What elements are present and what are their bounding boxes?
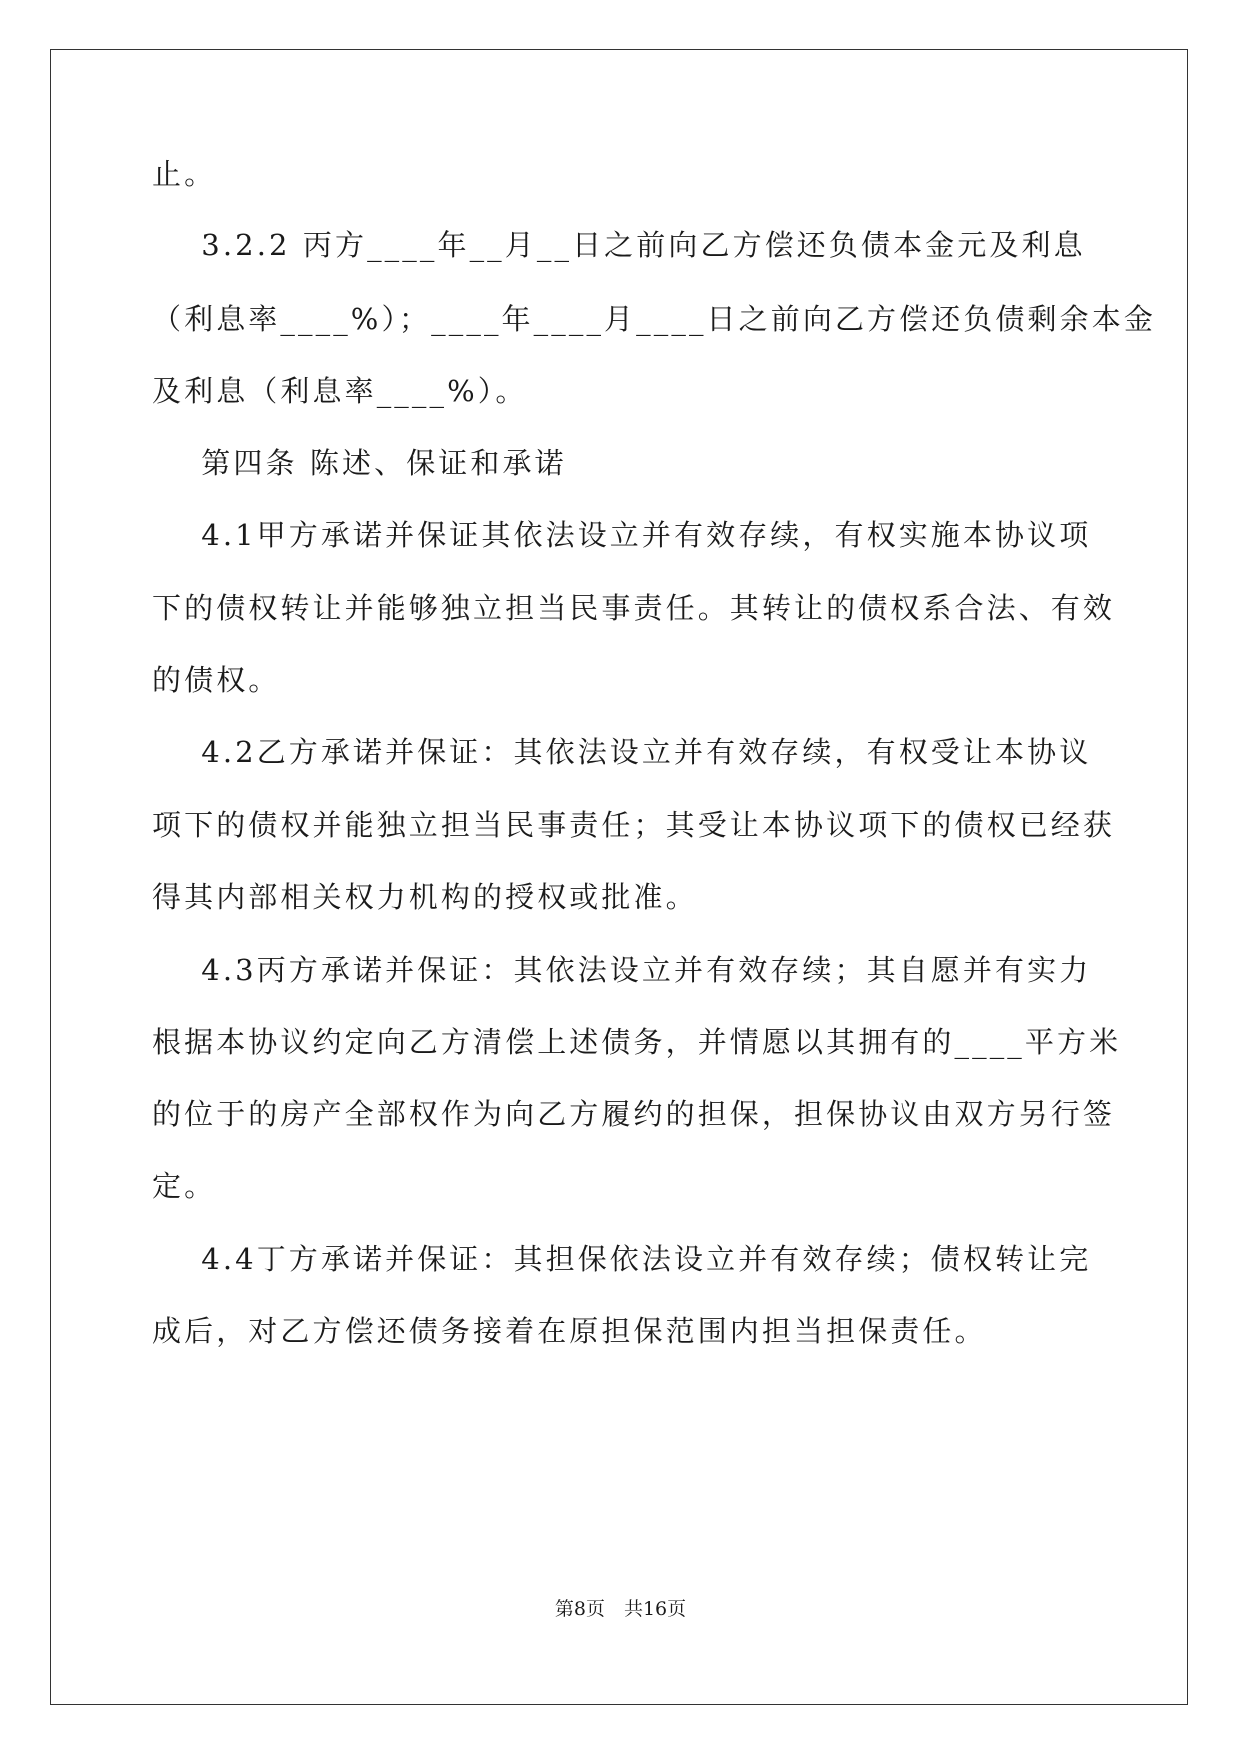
text-line: 根据本协议约定向乙方清偿上述债务，并情愿以其拥有的____平方米 xyxy=(152,1025,1122,1059)
text-line: 项下的债权并能独立担当民事责任；其受让本协议项下的债权已经获 xyxy=(152,808,1116,842)
text-line: 4.1甲方承诺并保证其依法设立并有效存续，有权实施本协议项 xyxy=(152,518,1092,552)
text-line: 的位于的房产全部权作为向乙方履约的担保，担保协议由双方另行签 xyxy=(152,1097,1116,1131)
text-line: 的债权。 xyxy=(152,663,281,697)
text-line: 得其内部相关权力机构的授权或批准。 xyxy=(152,880,698,914)
text-line: 4.3丙方承诺并保证：其依法设立并有效存续；其自愿并有实力 xyxy=(152,953,1092,987)
text-line: 4.4丁方承诺并保证：其担保依法设立并有效存续；债权转让完 xyxy=(152,1242,1092,1276)
text-line: 成后，对乙方偿还债务接着在原担保范围内担当担保责任。 xyxy=(152,1314,987,1348)
page-number-footer: 第8页 共16页 xyxy=(554,1598,687,1620)
text-line: 及利息（利息率____%）。 xyxy=(152,374,528,408)
text-line: （利息率____%）；____年____月____日之前向乙方偿还负债剩余本金 xyxy=(152,302,1156,336)
section-heading: 第四条 陈述、保证和承诺 xyxy=(152,446,567,480)
text-line: 定。 xyxy=(152,1169,217,1203)
text-line: 4.2乙方承诺并保证：其依法设立并有效存续，有权受让本协议 xyxy=(152,735,1092,769)
text-line: 下的债权转让并能够独立担当民事责任。其转让的债权系合法、有效 xyxy=(152,591,1116,625)
text-line: 3.2.2 丙方____年__月__日之前向乙方偿还负债本金元及利息 xyxy=(152,228,1086,262)
text-line: 止。 xyxy=(152,157,217,191)
